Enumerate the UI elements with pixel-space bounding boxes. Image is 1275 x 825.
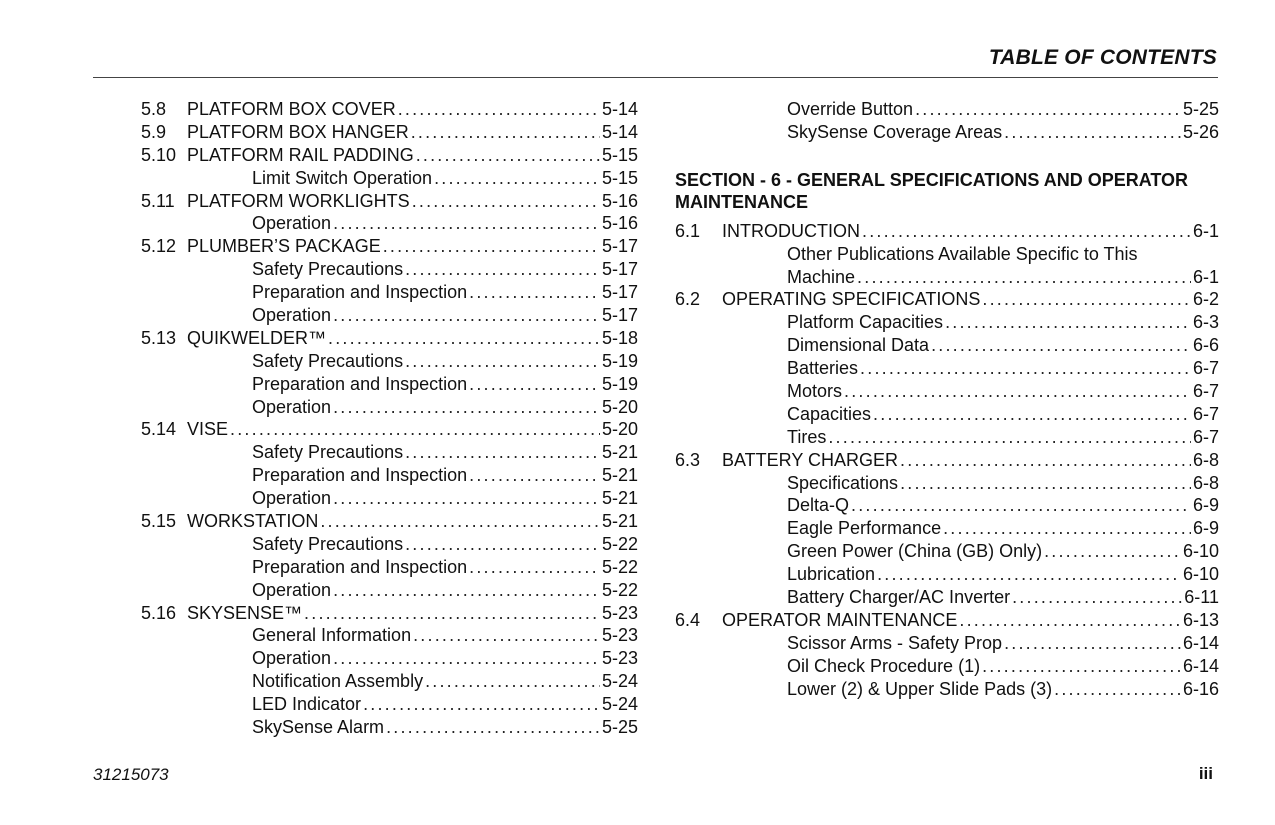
toc-entry-number: 5.13 <box>141 327 177 348</box>
toc-entry-title: Limit Switch Operation <box>252 167 433 188</box>
toc-dot-leader <box>230 418 600 441</box>
toc-subsection-entry[interactable] <box>675 311 1219 334</box>
toc-entry-title: Preparation and Inspection <box>252 465 468 486</box>
page-number: iii <box>1198 764 1213 783</box>
toc-dot-leader <box>405 350 600 373</box>
toc-entry-page: 5-20 <box>601 396 638 417</box>
toc-entry-page: 5-16 <box>601 190 638 211</box>
toc-dot-leader <box>333 647 600 670</box>
toc-entry-page: 5-21 <box>601 442 638 463</box>
toc-entry-title: Lubrication <box>787 564 876 585</box>
toc-subsection-entry[interactable] <box>141 579 638 602</box>
toc-dot-leader <box>363 693 600 716</box>
toc-dot-leader <box>434 167 600 190</box>
toc-entry-page: 6-3 <box>1192 312 1219 333</box>
toc-dot-leader <box>469 464 600 487</box>
toc-entry-title: Battery Charger/AC Inverter <box>787 587 1011 608</box>
toc-entry-title: Scissor Arms - Safety Prop <box>787 632 1003 653</box>
toc-dot-leader <box>945 311 1191 334</box>
toc-subsection-entry[interactable] <box>141 281 638 304</box>
toc-section-entry[interactable] <box>141 190 638 213</box>
toc-entry-page: 5-25 <box>601 717 638 738</box>
toc-entry-title: General Information <box>252 625 412 646</box>
toc-entry-page: 6-16 <box>1182 678 1219 699</box>
toc-entry-page: 5-20 <box>601 419 638 440</box>
toc-dot-leader <box>844 380 1191 403</box>
toc-dot-leader <box>333 212 600 235</box>
toc-entry-number: 5.8 <box>141 99 167 119</box>
toc-dot-leader <box>877 563 1181 586</box>
toc-entry-title: PLUMBER’S PACKAGE <box>187 236 381 257</box>
toc-entry-page: 6-8 <box>1192 472 1219 493</box>
toc-entry-title: PLATFORM BOX HANGER <box>187 121 409 142</box>
toc-entry-title: PLATFORM RAIL PADDING <box>187 144 414 165</box>
toc-entry-page: 5-23 <box>601 625 638 646</box>
toc-subsection-entry[interactable] <box>675 517 1219 540</box>
toc-entry-page: 6-7 <box>1192 403 1219 424</box>
toc-dot-leader <box>873 403 1191 426</box>
toc-entry-page: 5-23 <box>601 648 638 669</box>
toc-entry-page: 5-22 <box>601 533 638 554</box>
toc-section-entry[interactable] <box>141 121 638 144</box>
toc-subsection-entry[interactable] <box>141 373 638 396</box>
toc-subsection-entry[interactable] <box>141 167 638 190</box>
toc-dot-leader <box>862 220 1191 243</box>
toc-entry-number: 5.16 <box>141 602 177 623</box>
toc-entry-title: Eagle Performance <box>787 518 942 539</box>
toc-dot-leader <box>959 609 1181 632</box>
toc-dot-leader <box>333 487 600 510</box>
toc-entry-number: 5.12 <box>141 236 177 257</box>
toc-entry-number: 5.15 <box>141 511 177 532</box>
toc-entry-page: 6-11 <box>1184 587 1219 608</box>
toc-right-column <box>675 98 1219 700</box>
toc-entry-page: 6-14 <box>1182 632 1219 653</box>
toc-dot-leader <box>851 494 1191 517</box>
toc-entry-title: Operation <box>252 213 332 234</box>
toc-entry-page: 6-6 <box>1192 335 1219 356</box>
toc-entry-page: 5-22 <box>601 579 638 600</box>
toc-subsection-entry[interactable] <box>675 334 1219 357</box>
toc-entry-title: BATTERY CHARGER <box>722 449 899 470</box>
toc-entry-title: VISE <box>187 419 229 440</box>
toc-dot-leader <box>943 517 1191 540</box>
toc-entry-title: INTRODUCTION <box>722 220 860 241</box>
toc-entry-page: 6-1 <box>1192 220 1219 241</box>
toc-entry-title: Machine <box>787 266 856 287</box>
toc-dot-leader <box>1044 540 1181 563</box>
toc-entry-number: 6.3 <box>675 449 701 470</box>
toc-subsection-entry[interactable] <box>141 556 638 579</box>
toc-dot-leader <box>860 357 1191 380</box>
toc-entry-title: PLATFORM WORKLIGHTS <box>187 190 410 211</box>
toc-entry-page: 5-15 <box>601 144 638 165</box>
toc-subsection-entry[interactable] <box>675 380 1219 403</box>
toc-entry-title: Operation <box>252 396 332 417</box>
toc-entry-number: 5.9 <box>141 121 167 142</box>
toc-right-top-entries <box>675 98 1219 144</box>
toc-section-entry[interactable] <box>141 510 638 533</box>
toc-entry-page: 5-24 <box>601 671 638 692</box>
toc-entry-page: 5-19 <box>601 373 638 394</box>
toc-entry-page: 5-24 <box>601 694 638 715</box>
toc-subsection-entry[interactable] <box>141 212 638 235</box>
toc-section-entry[interactable] <box>675 449 1219 472</box>
toc-entry-page: 6-13 <box>1182 609 1219 630</box>
toc-entry-page: 5-17 <box>601 259 638 280</box>
toc-entry-number: 5.10 <box>141 144 177 165</box>
toc-entry-title: SKYSENSE™ <box>187 602 303 623</box>
toc-section-entry[interactable] <box>675 609 1219 632</box>
toc-subsection-entry[interactable] <box>675 98 1219 121</box>
toc-dot-leader <box>405 258 600 281</box>
toc-entry-page: 6-1 <box>1192 266 1219 287</box>
toc-entry-title: Operation <box>252 648 332 669</box>
toc-dot-leader <box>828 426 1191 449</box>
toc-dot-leader <box>900 449 1191 472</box>
toc-dot-leader <box>469 281 600 304</box>
toc-section-entry[interactable] <box>141 144 638 167</box>
toc-section-entry[interactable] <box>675 220 1219 243</box>
toc-subsection-entry[interactable] <box>675 678 1219 701</box>
toc-entry-page: 5-21 <box>601 488 638 509</box>
header-rule <box>93 77 1218 78</box>
toc-subsection-entry[interactable] <box>675 426 1219 449</box>
toc-dot-leader <box>982 288 1191 311</box>
toc-dot-leader <box>333 304 600 327</box>
toc-dot-leader <box>405 533 600 556</box>
toc-dot-leader <box>1004 121 1181 144</box>
page-header-title: TABLE OF CONTENTS <box>988 46 1217 69</box>
toc-entry-title: Operation <box>252 488 332 509</box>
toc-dot-leader <box>412 190 600 213</box>
toc-entry-title: Safety Precautions <box>252 350 404 371</box>
toc-section-entry[interactable] <box>675 288 1219 311</box>
toc-entry-page: 5-16 <box>601 213 638 234</box>
toc-entry-page: 6-9 <box>1192 518 1219 539</box>
toc-subsection-entry[interactable] <box>675 563 1219 586</box>
toc-subsection-entry[interactable] <box>141 716 638 739</box>
toc-subsection-entry[interactable] <box>675 243 1219 266</box>
toc-dot-leader <box>425 670 600 693</box>
toc-entry-page: 6-7 <box>1192 426 1219 447</box>
toc-entry-page: 5-18 <box>601 327 638 348</box>
toc-dot-leader <box>405 441 600 464</box>
toc-section-entry[interactable] <box>141 235 638 258</box>
toc-entry-title: Notification Assembly <box>252 671 424 692</box>
toc-entry-page: 6-7 <box>1192 381 1219 402</box>
toc-dot-leader <box>931 334 1191 357</box>
toc-subsection-entry[interactable] <box>141 304 638 327</box>
toc-entry-page: 6-10 <box>1182 564 1219 585</box>
toc-entry-number: 5.14 <box>141 419 177 440</box>
toc-entry-page: 5-21 <box>601 465 638 486</box>
toc-subsection-entry[interactable] <box>141 533 638 556</box>
toc-dot-leader <box>1012 586 1182 609</box>
toc-entry-title: OPERATING SPECIFICATIONS <box>722 289 981 310</box>
toc-subsection-entry[interactable] <box>675 121 1219 144</box>
toc-dot-leader <box>857 266 1191 289</box>
toc-dot-leader <box>383 235 600 258</box>
toc-entry-title: Lower (2) & Upper Slide Pads (3) <box>787 678 1053 699</box>
toc-subsection-entry[interactable] <box>675 632 1219 655</box>
toc-dot-leader <box>1004 632 1181 655</box>
toc-dot-leader <box>320 510 600 533</box>
toc-left-column <box>141 98 638 739</box>
toc-entry-title: Oil Check Procedure (1) <box>787 655 981 676</box>
toc-subsection-entry[interactable] <box>141 647 638 670</box>
toc-section-entry[interactable] <box>141 327 638 350</box>
toc-dot-leader <box>411 121 600 144</box>
toc-entry-number: 6.4 <box>675 609 701 630</box>
toc-entry-title: Batteries <box>787 358 859 379</box>
section-6-entries <box>675 220 1219 701</box>
toc-dot-leader <box>1054 678 1181 701</box>
toc-subsection-entry[interactable] <box>141 693 638 716</box>
toc-subsection-entry[interactable] <box>141 487 638 510</box>
toc-dot-leader <box>469 373 600 396</box>
toc-entry-page: 6-14 <box>1182 655 1219 676</box>
toc-dot-leader <box>982 655 1181 678</box>
toc-subsection-entry[interactable] <box>141 464 638 487</box>
toc-entry-page: 5-14 <box>601 99 638 119</box>
toc-entry-page: 5-15 <box>601 167 638 188</box>
toc-dot-leader <box>304 602 600 625</box>
toc-subsection-entry[interactable] <box>675 266 1219 289</box>
toc-entry-title: Motors <box>787 381 843 402</box>
toc-entry-title: Delta-Q <box>787 495 850 516</box>
toc-dot-leader <box>386 716 600 739</box>
toc-entry-page: 5-17 <box>601 305 638 326</box>
toc-section-entry[interactable] <box>141 98 638 121</box>
toc-entry-page: 5-17 <box>601 236 638 257</box>
toc-entry-page: 6-10 <box>1182 541 1219 562</box>
toc-entry-page: 5-19 <box>601 350 638 371</box>
toc-entry-title: SkySense Alarm <box>252 717 385 738</box>
toc-subsection-entry[interactable] <box>675 655 1219 678</box>
toc-entry-title: Capacities <box>787 403 872 424</box>
toc-entry-title: Safety Precautions <box>252 259 404 280</box>
toc-subsection-entry[interactable] <box>141 670 638 693</box>
toc-entry-number: 6.1 <box>675 220 701 241</box>
toc-dot-leader <box>328 327 600 350</box>
toc-dot-leader <box>398 98 600 121</box>
toc-dot-leader <box>900 472 1191 495</box>
toc-entry-title: Tires <box>787 426 827 447</box>
toc-entry-title: PLATFORM BOX COVER <box>187 99 396 119</box>
toc-entry-title: Dimensional Data <box>787 335 930 356</box>
toc-section-entry[interactable] <box>141 602 638 625</box>
toc-entry-title: Safety Precautions <box>252 442 404 463</box>
toc-entry-page: 5-17 <box>601 282 638 303</box>
toc-entry-title: SkySense Coverage Areas <box>787 121 1003 142</box>
toc-entry-title: Preparation and Inspection <box>252 373 468 394</box>
toc-dot-leader <box>469 556 600 579</box>
toc-entry-title: WORKSTATION <box>187 511 319 532</box>
toc-entry-page: 6-7 <box>1192 358 1219 379</box>
toc-subsection-entry[interactable] <box>675 472 1219 495</box>
section-6-heading[interactable]: SECTION - 6 - GENERAL SPECIFICATIONS AND OPERATOR MAINTENANCE <box>675 169 1189 212</box>
toc-subsection-entry[interactable] <box>675 403 1219 426</box>
toc-subsection-entry[interactable] <box>675 357 1219 380</box>
toc-subsection-entry[interactable] <box>675 494 1219 517</box>
toc-entry-title: Platform Capacities <box>787 312 944 333</box>
toc-dot-leader <box>333 396 600 419</box>
toc-entry-page: 5-25 <box>1182 99 1219 119</box>
toc-subsection-entry[interactable] <box>141 441 638 464</box>
toc-entry-page: 6-2 <box>1192 289 1219 310</box>
toc-entry-page: 5-26 <box>1182 121 1219 142</box>
document-number: 31215073 <box>93 765 169 784</box>
toc-subsection-entry[interactable] <box>141 350 638 373</box>
toc-entry-title: LED Indicator <box>252 694 362 715</box>
toc-entry-title: Other Publications Available Specific to This <box>787 243 1138 264</box>
toc-dot-leader <box>333 579 600 602</box>
toc-entry-title: OPERATOR MAINTENANCE <box>722 609 958 630</box>
toc-entry-number: 6.2 <box>675 289 701 310</box>
toc-entry-title: Override Button <box>787 99 914 119</box>
toc-subsection-entry[interactable] <box>141 258 638 281</box>
toc-entry-title: Preparation and Inspection <box>252 556 468 577</box>
toc-subsection-entry[interactable] <box>141 624 638 647</box>
toc-subsection-entry[interactable] <box>675 540 1219 563</box>
toc-dot-leader <box>416 144 600 167</box>
toc-entry-title: Preparation and Inspection <box>252 282 468 303</box>
toc-entry-number: 5.11 <box>141 190 175 211</box>
toc-entry-page: 6-9 <box>1192 495 1219 516</box>
toc-section-entry[interactable] <box>141 418 638 441</box>
toc-entry-title: Safety Precautions <box>252 533 404 554</box>
toc-entry-page: 5-22 <box>601 556 638 577</box>
toc-entry-title: Operation <box>252 305 332 326</box>
toc-entry-page: 5-21 <box>601 511 638 532</box>
toc-dot-leader <box>413 624 600 647</box>
toc-dot-leader <box>915 98 1181 121</box>
toc-entry-title: Operation <box>252 579 332 600</box>
toc-entry-page: 6-8 <box>1192 449 1219 470</box>
toc-entry-title: Green Power (China (GB) Only) <box>787 541 1043 562</box>
toc-entry-title: Specifications <box>787 472 899 493</box>
toc-subsection-entry[interactable] <box>141 396 638 419</box>
toc-entry-page: 5-23 <box>601 602 638 623</box>
toc-subsection-entry[interactable] <box>675 586 1219 609</box>
toc-entry-page: 5-14 <box>601 121 638 142</box>
toc-entry-title: QUIKWELDER™ <box>187 327 327 348</box>
